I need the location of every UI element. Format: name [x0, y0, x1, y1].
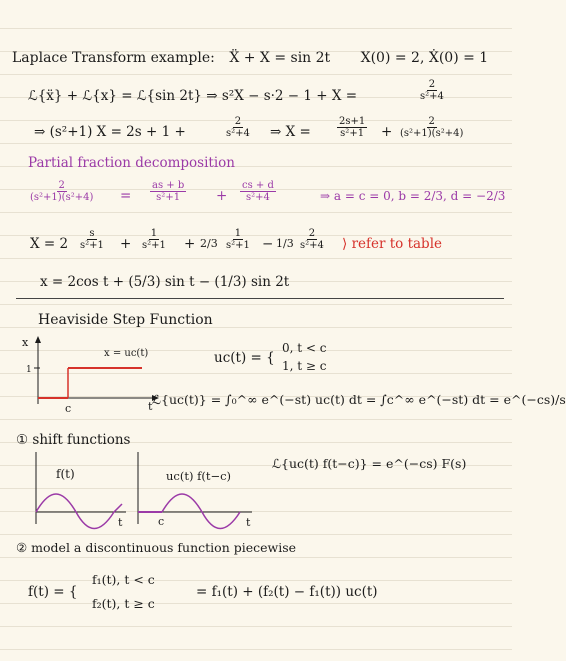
- laplace-line-3: [34, 124, 186, 140]
- laplace-title: Laplace Transform example:: [12, 50, 215, 66]
- xsolve-plus-2: +: [184, 236, 196, 252]
- laplace-line3-lhs: ⇒ (s²+1) X = 2s + 1 +: [34, 124, 186, 140]
- fraction-denominator: s²+4: [300, 240, 324, 251]
- shift-formula: ℒ{uc(t) f(t−c)} = e^(−cs) F(s): [272, 456, 467, 471]
- laplace-line3-implies: ⇒ X =: [270, 124, 311, 140]
- xsolve-lhs: X = 2: [30, 236, 69, 252]
- heaviside-def-case-2: 1, t ≥ c: [282, 359, 327, 373]
- graph-f-curve: [36, 494, 122, 529]
- fraction-numerator: 2: [58, 180, 65, 191]
- laplace-line3-plus: [381, 124, 392, 140]
- shift-graph-uc: [132, 448, 262, 528]
- piecewise-lhs: f(t) = {: [28, 584, 78, 600]
- fraction-numerator: s: [89, 228, 95, 239]
- graph-t-label: t: [148, 400, 153, 413]
- fraction-denominator: s²+1: [142, 240, 166, 251]
- laplace-title-line: [12, 50, 488, 66]
- heaviside-graph: [22, 334, 162, 414]
- pfd-fraction-2: [150, 180, 186, 203]
- graph-uc-curve: [162, 494, 240, 529]
- laplace-line3-fraction-3: [398, 116, 465, 139]
- fraction-denominator: s²+1: [340, 128, 365, 139]
- fraction-numerator: 1: [234, 228, 242, 239]
- fraction-numerator: 2: [234, 116, 242, 127]
- laplace-line2-lhs: ℒ{ẍ} + ℒ{x} = ℒ{sin 2t} ⇒ s²X − s·2 − 1 + X =: [28, 88, 358, 104]
- pfd-fraction-1: [28, 180, 95, 203]
- laplace-initial-conditions: X(0) = 2, Ẋ(0) = 1: [360, 50, 489, 66]
- pfd-heading: Partial fraction decomposition: [28, 155, 235, 171]
- heaviside-transform: ℒ{uc(t)} = ∫₀^∞ e^(−st) uc(t) dt = ∫c^∞ e^(−st) dt = e^(−cs)/s: [152, 392, 566, 407]
- plus-sign: +: [381, 124, 393, 140]
- fraction-denominator: s²+4: [226, 128, 250, 139]
- xsolve-fraction-1: [78, 228, 106, 251]
- xsolve-fraction-3: [224, 228, 252, 251]
- graph-one-label: 1: [26, 365, 32, 375]
- piecewise-rhs: = f₁(t) + (f₂(t) − f₁(t)) uc(t): [196, 584, 378, 600]
- graph-function-label: x = uc(t): [104, 348, 149, 359]
- xsolve-minus: −: [262, 236, 274, 252]
- pfd-fraction-3: [240, 180, 276, 203]
- xsolve-solution: x = 2cos t + (5/3) sin t − (1/3) sin 2t: [40, 274, 290, 290]
- fraction-numerator: 2: [308, 228, 316, 239]
- graph-y-label: x: [22, 336, 29, 349]
- fraction-denominator: s²+1: [226, 240, 250, 251]
- laplace-line3-mid: [270, 124, 311, 140]
- fraction-numerator: cs + d: [242, 180, 274, 191]
- fraction-numerator: 2: [428, 116, 435, 127]
- y-axis-arrow-icon: [35, 336, 41, 343]
- xsolve-coef-2: 1/3: [276, 237, 294, 250]
- heaviside-def-lhs: uc(t) = {: [214, 350, 275, 366]
- piecewise-case-2: f₂(t), t ≥ c: [92, 596, 155, 611]
- laplace-line-2: [28, 88, 357, 104]
- xsolve-coef-1: 2/3: [200, 237, 218, 250]
- fraction-denominator: s²+1: [80, 240, 104, 251]
- fraction-numerator: 2: [428, 79, 436, 90]
- refer-to-table-note: [342, 236, 442, 252]
- pfd-equals: =: [120, 188, 132, 204]
- fraction-numerator: as + b: [152, 180, 185, 191]
- laplace-ode: Ẍ + X = sin 2t: [229, 50, 331, 66]
- graph-uc-t-label: t: [246, 516, 251, 529]
- fraction-denominator: (s²+1)(s²+4): [400, 128, 464, 139]
- refer-note-text: refer to table: [351, 236, 443, 252]
- xsolve-plus-1: +: [120, 236, 132, 252]
- graph-f-t-label: t: [118, 516, 123, 529]
- fraction-denominator: s²+1: [156, 192, 181, 203]
- fraction-denominator: s²+4: [420, 91, 444, 102]
- fraction-denominator: s²+4: [245, 192, 270, 203]
- graph-uc-c-label: c: [158, 515, 165, 528]
- section-divider: [16, 298, 504, 299]
- xsolve-fraction-4: [298, 228, 326, 251]
- laplace-line3-fraction-2: [337, 116, 367, 139]
- fraction-denominator: (s²+1)(s²+4): [30, 192, 94, 203]
- piecewise-case-1: f₁(t), t < c: [92, 572, 155, 587]
- xsolve-fraction-2: [140, 228, 168, 251]
- graph-c-label: c: [65, 402, 72, 415]
- pfd-plus: +: [216, 188, 228, 204]
- arrow-icon: ⟩: [342, 236, 352, 252]
- laplace-line3-fraction-1: [224, 116, 252, 139]
- laplace-line2-fraction: [418, 79, 446, 102]
- shift-heading: ① shift functions: [16, 432, 131, 448]
- heaviside-def-case-1: 0, t < c: [282, 341, 327, 355]
- graph-uc-label: uc(t) f(t−c): [166, 469, 232, 483]
- heaviside-title: Heaviside Step Function: [38, 312, 213, 328]
- fraction-numerator: 1: [150, 228, 158, 239]
- shift-graph-f: [22, 448, 132, 528]
- graph-f-label: f(t): [56, 467, 75, 481]
- piecewise-heading: ② model a discontinuous function piecewise: [16, 540, 297, 555]
- pfd-result: ⇒ a = c = 0, b = 2/3, d = −2/3: [320, 189, 506, 203]
- fraction-numerator: 2s+1: [339, 116, 366, 127]
